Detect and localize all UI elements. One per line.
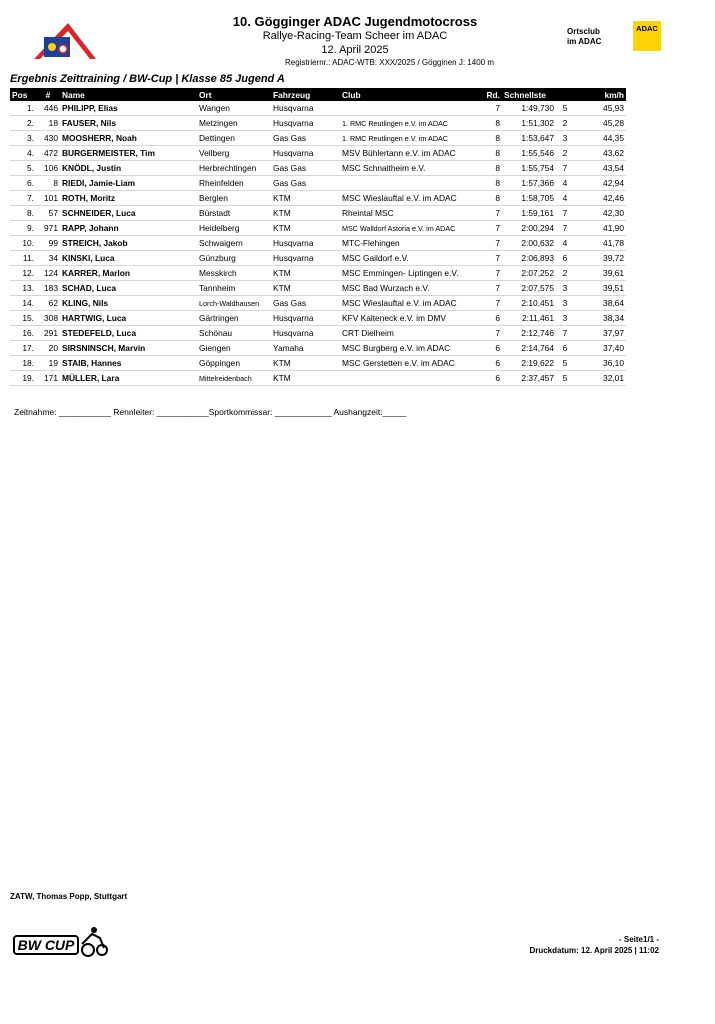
cell-num: 171 [36, 371, 60, 386]
col-header-number: # [36, 88, 60, 101]
cell-fahrzeug: Husqvarna [271, 116, 340, 131]
cell-lap: 2 [556, 266, 574, 281]
cell-ort: Mittelreidenbach [197, 371, 271, 386]
table-row [10, 116, 626, 131]
cell-fahrzeug: Husqvarna [271, 326, 340, 341]
results-table [10, 88, 626, 386]
cell-fahrzeug: KTM [271, 206, 340, 221]
table-row [10, 341, 626, 356]
cell-fahrzeug: Husqvarna [271, 146, 340, 161]
cell-num: 472 [36, 146, 60, 161]
svg-text:BW CUP: BW CUP [17, 937, 75, 953]
cell-name: STAIB, Hannes [60, 356, 197, 371]
ortsclub-label: Ortsclub im ADAC [567, 27, 602, 46]
cell-lap: 3 [556, 296, 574, 311]
cell-ort: Metzingen [197, 116, 271, 131]
cell-ort: Gärtringen [197, 311, 271, 326]
cell-fahrzeug: Gas Gas [271, 296, 340, 311]
cell-name: HARTWIG, Luca [60, 311, 197, 326]
cell-fahrzeug: Husqvarna [271, 311, 340, 326]
cell-schnellste: 2:10,451 [502, 296, 556, 311]
col-header-fahrzeug: Fahrzeug [271, 88, 340, 101]
bwcup-logo [12, 922, 108, 960]
cell-ort: Heidelberg [197, 221, 271, 236]
cell-ort: Schwaigern [197, 236, 271, 251]
cell-lap: 4 [556, 191, 574, 206]
cell-name: MOOSHERR, Noah [60, 131, 197, 146]
cell-lap: 6 [556, 251, 574, 266]
cell-fahrzeug: Yamaha [271, 341, 340, 356]
cell-lap: 5 [556, 371, 574, 386]
cell-club: CRT Dielheim [340, 326, 480, 341]
col-header-club: Club [340, 88, 480, 101]
cell-club: MSC Gaildorf e.V. [340, 251, 480, 266]
cell-fahrzeug: KTM [271, 281, 340, 296]
cell-lap: 2 [556, 146, 574, 161]
cell-num: 971 [36, 221, 60, 236]
cell-name: STEDEFELD, Luca [60, 326, 197, 341]
cell-lap: 5 [556, 101, 574, 116]
cell-ort: Lorch-Waldhausen [197, 296, 271, 311]
cell-ort: Wangen [197, 101, 271, 116]
adac-logo: ADAC [633, 21, 661, 51]
cell-club: MSV Bühlertann e.V. im ADAC [340, 146, 480, 161]
cell-lap: 3 [556, 311, 574, 326]
table-row [10, 221, 626, 236]
cell-name: SCHNEIDER, Luca [60, 206, 197, 221]
cell-schnellste: 2:06,893 [502, 251, 556, 266]
col-header-name: Name [60, 88, 197, 101]
cell-name: KINSKI, Luca [60, 251, 197, 266]
col-header-schnellste: Schnellste [502, 88, 556, 101]
cell-schnellste: 2:07,575 [502, 281, 556, 296]
event-subtitle: Rallye-Racing-Team Scheer im ADAC [262, 30, 448, 42]
cell-num: 34 [36, 251, 60, 266]
cell-ort: Schönau [197, 326, 271, 341]
event-title: 10. Gögginger ADAC Jugendmotocross [232, 14, 478, 29]
cell-num: 18 [36, 116, 60, 131]
cell-fahrzeug: Gas Gas [271, 131, 340, 146]
cell-fahrzeug: KTM [271, 356, 340, 371]
cell-pos: 5. [10, 161, 36, 176]
cell-rd: 7 [480, 101, 502, 116]
col-header-lap [556, 88, 574, 101]
cell-club: MSC Wieslauftal e.V. im ADAC [340, 296, 480, 311]
cell-schnellste: 1:55,546 [502, 146, 556, 161]
cell-pos: 17. [10, 341, 36, 356]
col-header-ort: Ort [197, 88, 271, 101]
cell-fahrzeug: KTM [271, 221, 340, 236]
table-row [10, 206, 626, 221]
cell-pos: 19. [10, 371, 36, 386]
cell-schnellste: 1:53,647 [502, 131, 556, 146]
cell-rd: 6 [480, 341, 502, 356]
cell-num: 446 [36, 101, 60, 116]
cell-rd: 7 [480, 221, 502, 236]
cell-fahrzeug: KTM [271, 266, 340, 281]
cell-pos: 14. [10, 296, 36, 311]
cell-lap: 4 [556, 176, 574, 191]
cell-pos: 2. [10, 116, 36, 131]
cell-club: Rheintal MSC [340, 206, 480, 221]
cell-lap: 3 [556, 281, 574, 296]
cell-ort: Bürstadt [197, 206, 271, 221]
cell-ort: Tannheim [197, 281, 271, 296]
cell-fahrzeug: Husqvarna [271, 251, 340, 266]
cell-name: KLING, Nils [60, 296, 197, 311]
cell-num: 19 [36, 356, 60, 371]
cell-pos: 12. [10, 266, 36, 281]
table-row [10, 326, 626, 341]
cell-kmh: 37,97 [574, 326, 626, 341]
page-info [529, 934, 659, 956]
cell-club [340, 371, 480, 386]
cell-fahrzeug: Husqvarna [271, 101, 340, 116]
cell-kmh: 42,30 [574, 206, 626, 221]
table-row [10, 176, 626, 191]
cell-schnellste: 2:00,294 [502, 221, 556, 236]
cell-lap: 5 [556, 356, 574, 371]
table-header-row [10, 88, 626, 101]
table-row [10, 281, 626, 296]
cell-lap: 2 [556, 116, 574, 131]
table-row [10, 371, 626, 386]
cell-club: MSC Gerstetten e.V. im ADAC [340, 356, 480, 371]
cell-rd: 6 [480, 356, 502, 371]
cell-ort: Messkirch [197, 266, 271, 281]
cell-name: RAPP, Johann [60, 221, 197, 236]
cell-pos: 11. [10, 251, 36, 266]
print-date: Druckdatum: 12. April 2025 | 11:02 [529, 946, 659, 955]
cell-pos: 10. [10, 236, 36, 251]
cell-lap: 7 [556, 206, 574, 221]
cell-schnellste: 1:59,161 [502, 206, 556, 221]
cell-schnellste: 1:57,366 [502, 176, 556, 191]
club-logo [30, 19, 98, 63]
table-row [10, 101, 626, 116]
cell-rd: 8 [480, 116, 502, 131]
cell-fahrzeug: KTM [271, 371, 340, 386]
cell-num: 106 [36, 161, 60, 176]
cell-kmh: 45,28 [574, 116, 626, 131]
cell-num: 291 [36, 326, 60, 341]
cell-pos: 3. [10, 131, 36, 146]
cell-name: SIRSNINSCH, Marvin [60, 341, 197, 356]
cell-club: KFV Kalteneck e.V. im DMV [340, 311, 480, 326]
cell-rd: 7 [480, 281, 502, 296]
cell-num: 430 [36, 131, 60, 146]
table-row [10, 251, 626, 266]
signature-line: Zeitnahme: ___________ Rennleiter: ___________Sportkommissar: ____________ Aushangzeit:_____ [14, 407, 407, 417]
cell-ort: Herbrechtingen [197, 161, 271, 176]
cell-ort: Berglen [197, 191, 271, 206]
cell-kmh: 36,10 [574, 356, 626, 371]
cell-club [340, 101, 480, 116]
cell-club: MSC Bad Wurzach e.V. [340, 281, 480, 296]
cell-kmh: 45,93 [574, 101, 626, 116]
cell-kmh: 41,90 [574, 221, 626, 236]
cell-fahrzeug: Husqvarna [271, 236, 340, 251]
organizer-credit: ZATW, Thomas Popp, Stuttgart [10, 892, 128, 901]
cell-club: MTC-Flehingen [340, 236, 480, 251]
cell-schnellste: 2:14,764 [502, 341, 556, 356]
cell-name: FAUSER, Nils [60, 116, 197, 131]
cell-schnellste: 1:51,302 [502, 116, 556, 131]
cell-ort: Giengen [197, 341, 271, 356]
cell-schnellste: 1:49,730 [502, 101, 556, 116]
cell-name: BURGERMEISTER, Tim [60, 146, 197, 161]
cell-rd: 6 [480, 371, 502, 386]
cell-club: MSC Walldorf Astoria e.V. im ADAC [340, 221, 480, 236]
cell-rd: 8 [480, 191, 502, 206]
table-row [10, 236, 626, 251]
cell-lap: 6 [556, 341, 574, 356]
cell-pos: 6. [10, 176, 36, 191]
cell-ort: Vellberg [197, 146, 271, 161]
section-title: Ergebnis Zeittraining / BW-Cup | Klasse 85 Jugend A [10, 73, 285, 85]
cell-rd: 8 [480, 146, 502, 161]
cell-num: 62 [36, 296, 60, 311]
cell-rd: 8 [480, 176, 502, 191]
cell-schnellste: 2:11,461 [502, 311, 556, 326]
cell-rd: 7 [480, 326, 502, 341]
cell-club: MSC Schnaitheim e.V. [340, 161, 480, 176]
cell-num: 183 [36, 281, 60, 296]
cell-schnellste: 2:19,622 [502, 356, 556, 371]
cell-num: 101 [36, 191, 60, 206]
cell-lap: 7 [556, 161, 574, 176]
cell-ort: Göppingen [197, 356, 271, 371]
table-row [10, 266, 626, 281]
cell-schnellste: 1:58,705 [502, 191, 556, 206]
cell-rd: 7 [480, 206, 502, 221]
registration-info: Registriernr.: ADAC-WTB: XXX/2025 / Gögginen J: 1400 m [285, 58, 494, 67]
cell-kmh: 39,51 [574, 281, 626, 296]
cell-rd: 6 [480, 311, 502, 326]
cell-pos: 7. [10, 191, 36, 206]
cell-rd: 8 [480, 131, 502, 146]
cell-schnellste: 2:37,457 [502, 371, 556, 386]
cell-rd: 7 [480, 296, 502, 311]
cell-club: MSC Burgberg e.V. im ADAC [340, 341, 480, 356]
cell-club [340, 176, 480, 191]
cell-lap: 7 [556, 221, 574, 236]
table-row [10, 191, 626, 206]
cell-kmh: 41,78 [574, 236, 626, 251]
table-row [10, 146, 626, 161]
table-row [10, 311, 626, 326]
cell-kmh: 32,01 [574, 371, 626, 386]
cell-name: MÜLLER, Lara [60, 371, 197, 386]
cell-ort: Dettingen [197, 131, 271, 146]
cell-rd: 8 [480, 161, 502, 176]
cell-kmh: 37,40 [574, 341, 626, 356]
cell-name: RIEDI, Jamie-Liam [60, 176, 197, 191]
table-row [10, 356, 626, 371]
cell-ort: Günzburg [197, 251, 271, 266]
cell-name: STREICH, Jakob [60, 236, 197, 251]
cell-fahrzeug: Gas Gas [271, 161, 340, 176]
cell-num: 99 [36, 236, 60, 251]
cell-pos: 15. [10, 311, 36, 326]
cell-lap: 4 [556, 236, 574, 251]
cell-rd: 7 [480, 251, 502, 266]
cell-name: PHILIPP, Elias [60, 101, 197, 116]
table-row [10, 296, 626, 311]
cell-name: KARRER, Marlon [60, 266, 197, 281]
page-number: - Seite1/1 - [618, 935, 659, 944]
cell-club: 1. RMC Reutlingen e.V. im ADAC [340, 131, 480, 146]
cell-lap: 3 [556, 131, 574, 146]
cell-kmh: 43,54 [574, 161, 626, 176]
cell-kmh: 44,35 [574, 131, 626, 146]
cell-club: MSC Emmingen- Liptingen e.V. [340, 266, 480, 281]
cell-club: MSC Wieslauftal e.V. im ADAC [340, 191, 480, 206]
cell-num: 124 [36, 266, 60, 281]
col-header-pos: Pos [10, 88, 36, 101]
cell-schnellste: 2:12,746 [502, 326, 556, 341]
cell-schnellste: 2:07,252 [502, 266, 556, 281]
cell-pos: 13. [10, 281, 36, 296]
cell-name: ROTH, Moritz [60, 191, 197, 206]
cell-num: 20 [36, 341, 60, 356]
cell-kmh: 42,46 [574, 191, 626, 206]
cell-pos: 1. [10, 101, 36, 116]
cell-pos: 18. [10, 356, 36, 371]
cell-rd: 7 [480, 236, 502, 251]
cell-num: 8 [36, 176, 60, 191]
cell-name: SCHAD, Luca [60, 281, 197, 296]
cell-ort: Rheinfelden [197, 176, 271, 191]
cell-lap: 7 [556, 326, 574, 341]
cell-num: 308 [36, 311, 60, 326]
table-row [10, 161, 626, 176]
cell-fahrzeug: KTM [271, 191, 340, 206]
cell-kmh: 38,64 [574, 296, 626, 311]
cell-pos: 16. [10, 326, 36, 341]
col-header-kmh: km/h [574, 88, 626, 101]
col-header-rd: Rd. [480, 88, 502, 101]
cell-pos: 9. [10, 221, 36, 236]
cell-schnellste: 2:00,632 [502, 236, 556, 251]
cell-name: KNÖDL, Justin [60, 161, 197, 176]
cell-kmh: 39,61 [574, 266, 626, 281]
cell-rd: 7 [480, 266, 502, 281]
cell-kmh: 43,62 [574, 146, 626, 161]
event-date: 12. April 2025 [321, 44, 389, 56]
cell-fahrzeug: Gas Gas [271, 176, 340, 191]
cell-club: 1. RMC Reutlingen e.V. im ADAC [340, 116, 480, 131]
cell-schnellste: 1:55,754 [502, 161, 556, 176]
cell-kmh: 42,94 [574, 176, 626, 191]
table-row [10, 131, 626, 146]
cell-pos: 4. [10, 146, 36, 161]
cell-kmh: 38,34 [574, 311, 626, 326]
cell-kmh: 39,72 [574, 251, 626, 266]
cell-num: 57 [36, 206, 60, 221]
cell-pos: 8. [10, 206, 36, 221]
